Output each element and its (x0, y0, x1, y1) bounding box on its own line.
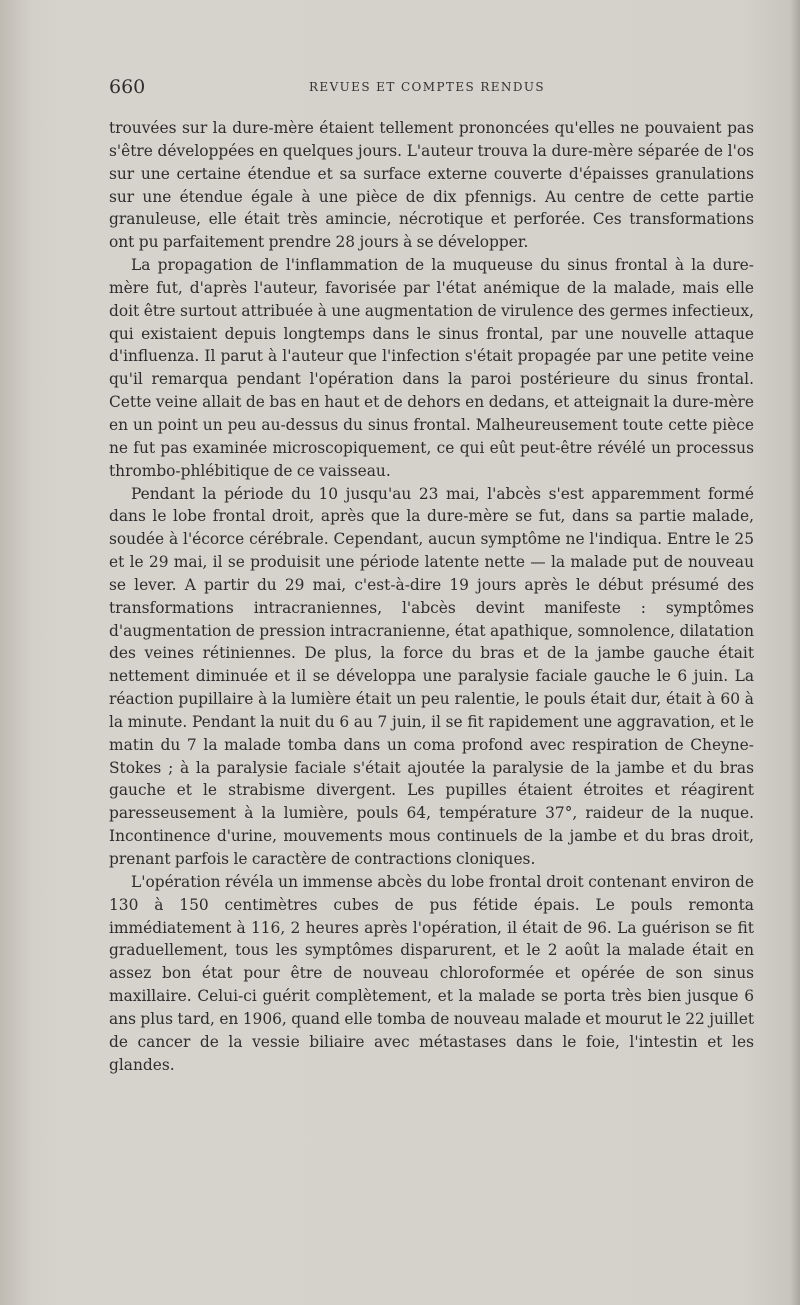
page-number: 660 (109, 76, 146, 98)
page-header (109, 76, 749, 100)
paragraph-continuation: trouvées sur la dure-mère étaient tellement prononcées qu'elles ne pouvaient pas s'être développées en quelques jours. L'auteur trouva la dure-mère séparée de l'os sur une certaine étendue et sa surface externe couverte d'épaisses granulations sur une étendue égale à une pièce de dix pfennigs. Au centre de cette partie granuleuse, elle était très amincie, nécrotique et perforée. Ces transformations ont pu parfaitement prendre 28 jours à se développer. (109, 119, 754, 252)
paragraph-abscess-period: Pendant la période du 10 jusqu'au 23 mai, l'abcès s'est apparemment formé dans le lobe frontal droit, après que la dure-mère se fut, dans sa partie malade, soudée à l'écorce cérébrale. Cependant, aucun symptôme ne l'indiqua. Entre le 25 et le 29 mai, il se produisit une période latente nette — la malade put de nouveau se lever. A partir du 29 mai, c'est-à-dire 19 jours après le début présumé des transformations intracraniennes, l'abcès devint manifeste : symptômes d'augmentation de pression intracranienne, état apathique, somnolence, dilatation des veines rétiniennes. De plus, la force du bras et de la jambe gauche était nettement diminuée et il se développa une paralysie faciale gauche le 6 juin. La réaction pupillaire à la lumière était un peu ralentie, le pouls était dur, était à 60 à la minute. Pendant la nuit du 6 au 7 juin, il se fit rapidement une aggravation, et le matin du 7 la malade tomba dans un coma profond avec respiration de Cheyne-Stokes ; à la paralysie faciale s'était ajoutée la paralysie de la jambe et du bras gauche et le strabisme divergent. Les pupilles étaient étroites et réagirent paresseusement à la lumière, pouls 64, température 37°, raideur de la nuque. Incontinence d'urine, mouvements mous continuels de la jambe et du bras droit, prenant parfois le caractère de contractions cloniques. (109, 484, 754, 868)
running-head: REVUES ET COMPTES RENDUS (309, 80, 545, 94)
paragraph-inflammation-propagation: La propagation de l'inflammation de la muqueuse du sinus frontal à la dure-mère fut, d'après l'auteur, favorisée par l'état anémique de la malade, mais elle doit être surtout attribuée à une augmentation de virulence des germes infectieux, qui existaient depuis longtemps dans le sinus frontal, par une nouvelle attaque d'influenza. Il parut à l'auteur que l'infection s'était propagée par une petite veine qu'il remarqua pendant l'opération dans la paroi postérieure du sinus frontal. Cette veine allait de bas en haut et de dehors en dedans, et atteignait la dure-mère en un point un peu au-dessus du sinus frontal. Malheureusement toute cette pièce ne fut pas examinée microscopiquement, ce qui eût peut-être révélé un processus thrombo-phlébitique de ce vaisseau. (109, 256, 754, 480)
paragraph-operation: L'opération révéla un immense abcès du lobe frontal droit contenant environ de 130 à 150 centimètres cubes de pus fétide épais. Le pouls remonta immédiatement à 116, 2 heures après l'opération, il était de 96. La guérison se fit graduellement, tous les symptômes disparurent, et le 2 août la malade était en assez bon état pour être de nouveau chloroformée et opérée de son sinus maxillaire. Celui-ci guérit complètement, et la malade se porta très bien jusque 6 ans plus tard, en 1906, quand elle tomba de nouveau malade et mourut le 22 juillet de cancer de la vessie biliaire avec métastases dans le foie, l'intestin et les glandes. (109, 872, 754, 1074)
body-text (109, 117, 754, 1076)
